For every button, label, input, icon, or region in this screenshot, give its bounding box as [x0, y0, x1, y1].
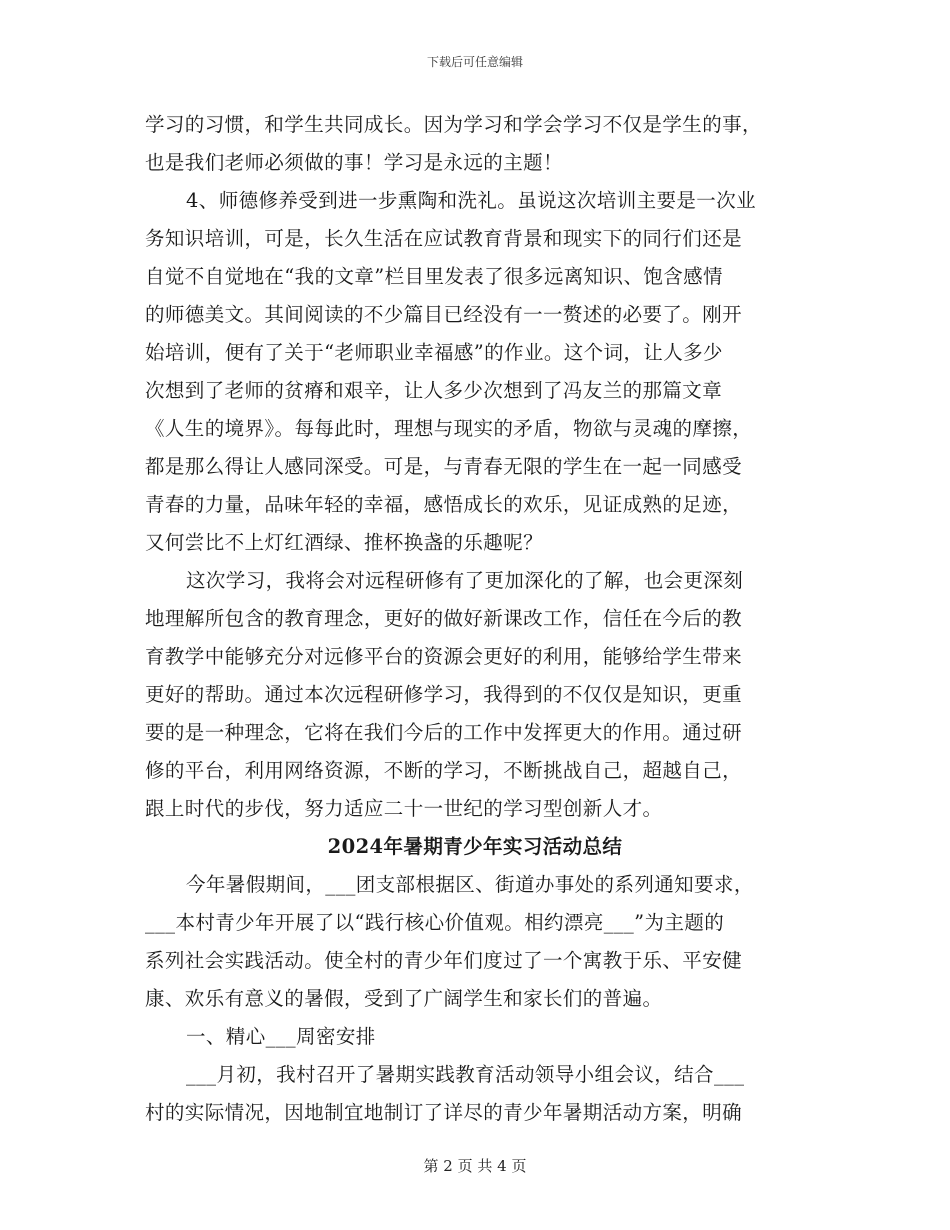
- paragraph-line: 务知识培训，可是，长久生活在应试教育背景和现实下的同行们还是: [145, 227, 743, 250]
- paragraph-line: ___月初，我村召开了暑期实践教育活动领导小组会议，结合___: [186, 1063, 745, 1086]
- paragraph-line: 始培训，便有了关于“老师职业幸福感”的作业。这个词，让人多少: [145, 341, 723, 364]
- paragraph-line: 康、欢乐有意义的暑假，受到了广阔学生和家长们的普遍。: [145, 987, 663, 1010]
- paragraph-line: 今年暑假期间，___团支部根据区、街道办事处的系列通知要求，: [186, 873, 754, 896]
- page-header-note: 下载后可任意编辑: [426, 55, 523, 69]
- paragraph-line: 的师德美文。其间阅读的不少篇目已经没有一一赘述的必要了。刚开: [145, 303, 743, 326]
- paragraph-line: 自觉不自觉地在“我的文章”栏目里发表了很多远离知识、饱含感情: [145, 265, 723, 288]
- paragraph-line: 这次学习，我将会对远程研修有了更加深化的了解，也会更深刻: [186, 569, 744, 592]
- paragraph-line: 修的平台，利用网络资源，不断的学习，不断挑战自己，超越自己，: [145, 759, 743, 782]
- paragraph-line: 4、师德修养受到进一步熏陶和洗礼。虽说这次培训主要是一次业: [186, 189, 757, 212]
- document-body: [145, 106, 805, 1132]
- paragraph-line: 更好的帮助。通过本次远程研修学习，我得到的不仅仅是知识，更重: [145, 683, 743, 706]
- section-title: 2024年暑期青少年实习活动总结: [327, 835, 623, 858]
- subsection-heading: 一、精心___周密安排: [186, 1025, 376, 1048]
- paragraph-line: 要的是一种理念，它将在我们今后的工作中发挥更大的作用。通过研: [145, 721, 743, 744]
- paragraph-line: 地理解所包含的教育理念，更好的做好新课改工作，信任在今后的教: [145, 607, 743, 630]
- paragraph-line: ___本村青少年开展了以“践行核心价值观。相约漂亮___”为主题的: [145, 911, 725, 934]
- page-number: 第 2 页 共 4 页: [423, 1157, 527, 1175]
- paragraph-line: 也是我们老师必须做的事！学习是永远的主题！: [145, 151, 563, 174]
- paragraph-line: 村的实际情况，因地制宜地制订了详尽的青少年暑期活动方案，明确: [145, 1101, 743, 1124]
- paragraph-line: 系列社会实践活动。使全村的青少年们度过了一个寓教于乐、平安健: [145, 949, 743, 972]
- paragraph-line: 次想到了老师的贫瘠和艰辛，让人多少次想到了冯友兰的那篇文章: [145, 379, 723, 402]
- paragraph-line: 学习的习惯，和学生共同成长。因为学习和学会学习不仅是学生的事，: [145, 113, 762, 136]
- paragraph-line: 《人生的境界》。每每此时，理想与现实的矛盾，物欲与灵魂的摩擦，: [145, 417, 753, 440]
- paragraph-line: 跟上时代的步伐，努力适应二十一世纪的学习型创新人才。: [145, 797, 663, 820]
- paragraph-line: 又何尝比不上灯红酒绿、推杯换盏的乐趣呢？: [145, 531, 544, 554]
- paragraph-line: 青春的力量，品味年轻的幸福，感悟成长的欢乐，见证成熟的足迹，: [145, 493, 743, 516]
- paragraph-line: 都是那么得让人感同深受。可是，与青春无限的学生在一起一同感受: [145, 455, 743, 478]
- paragraph-line: 育教学中能够充分对远修平台的资源会更好的利用，能够给学生带来: [145, 645, 743, 668]
